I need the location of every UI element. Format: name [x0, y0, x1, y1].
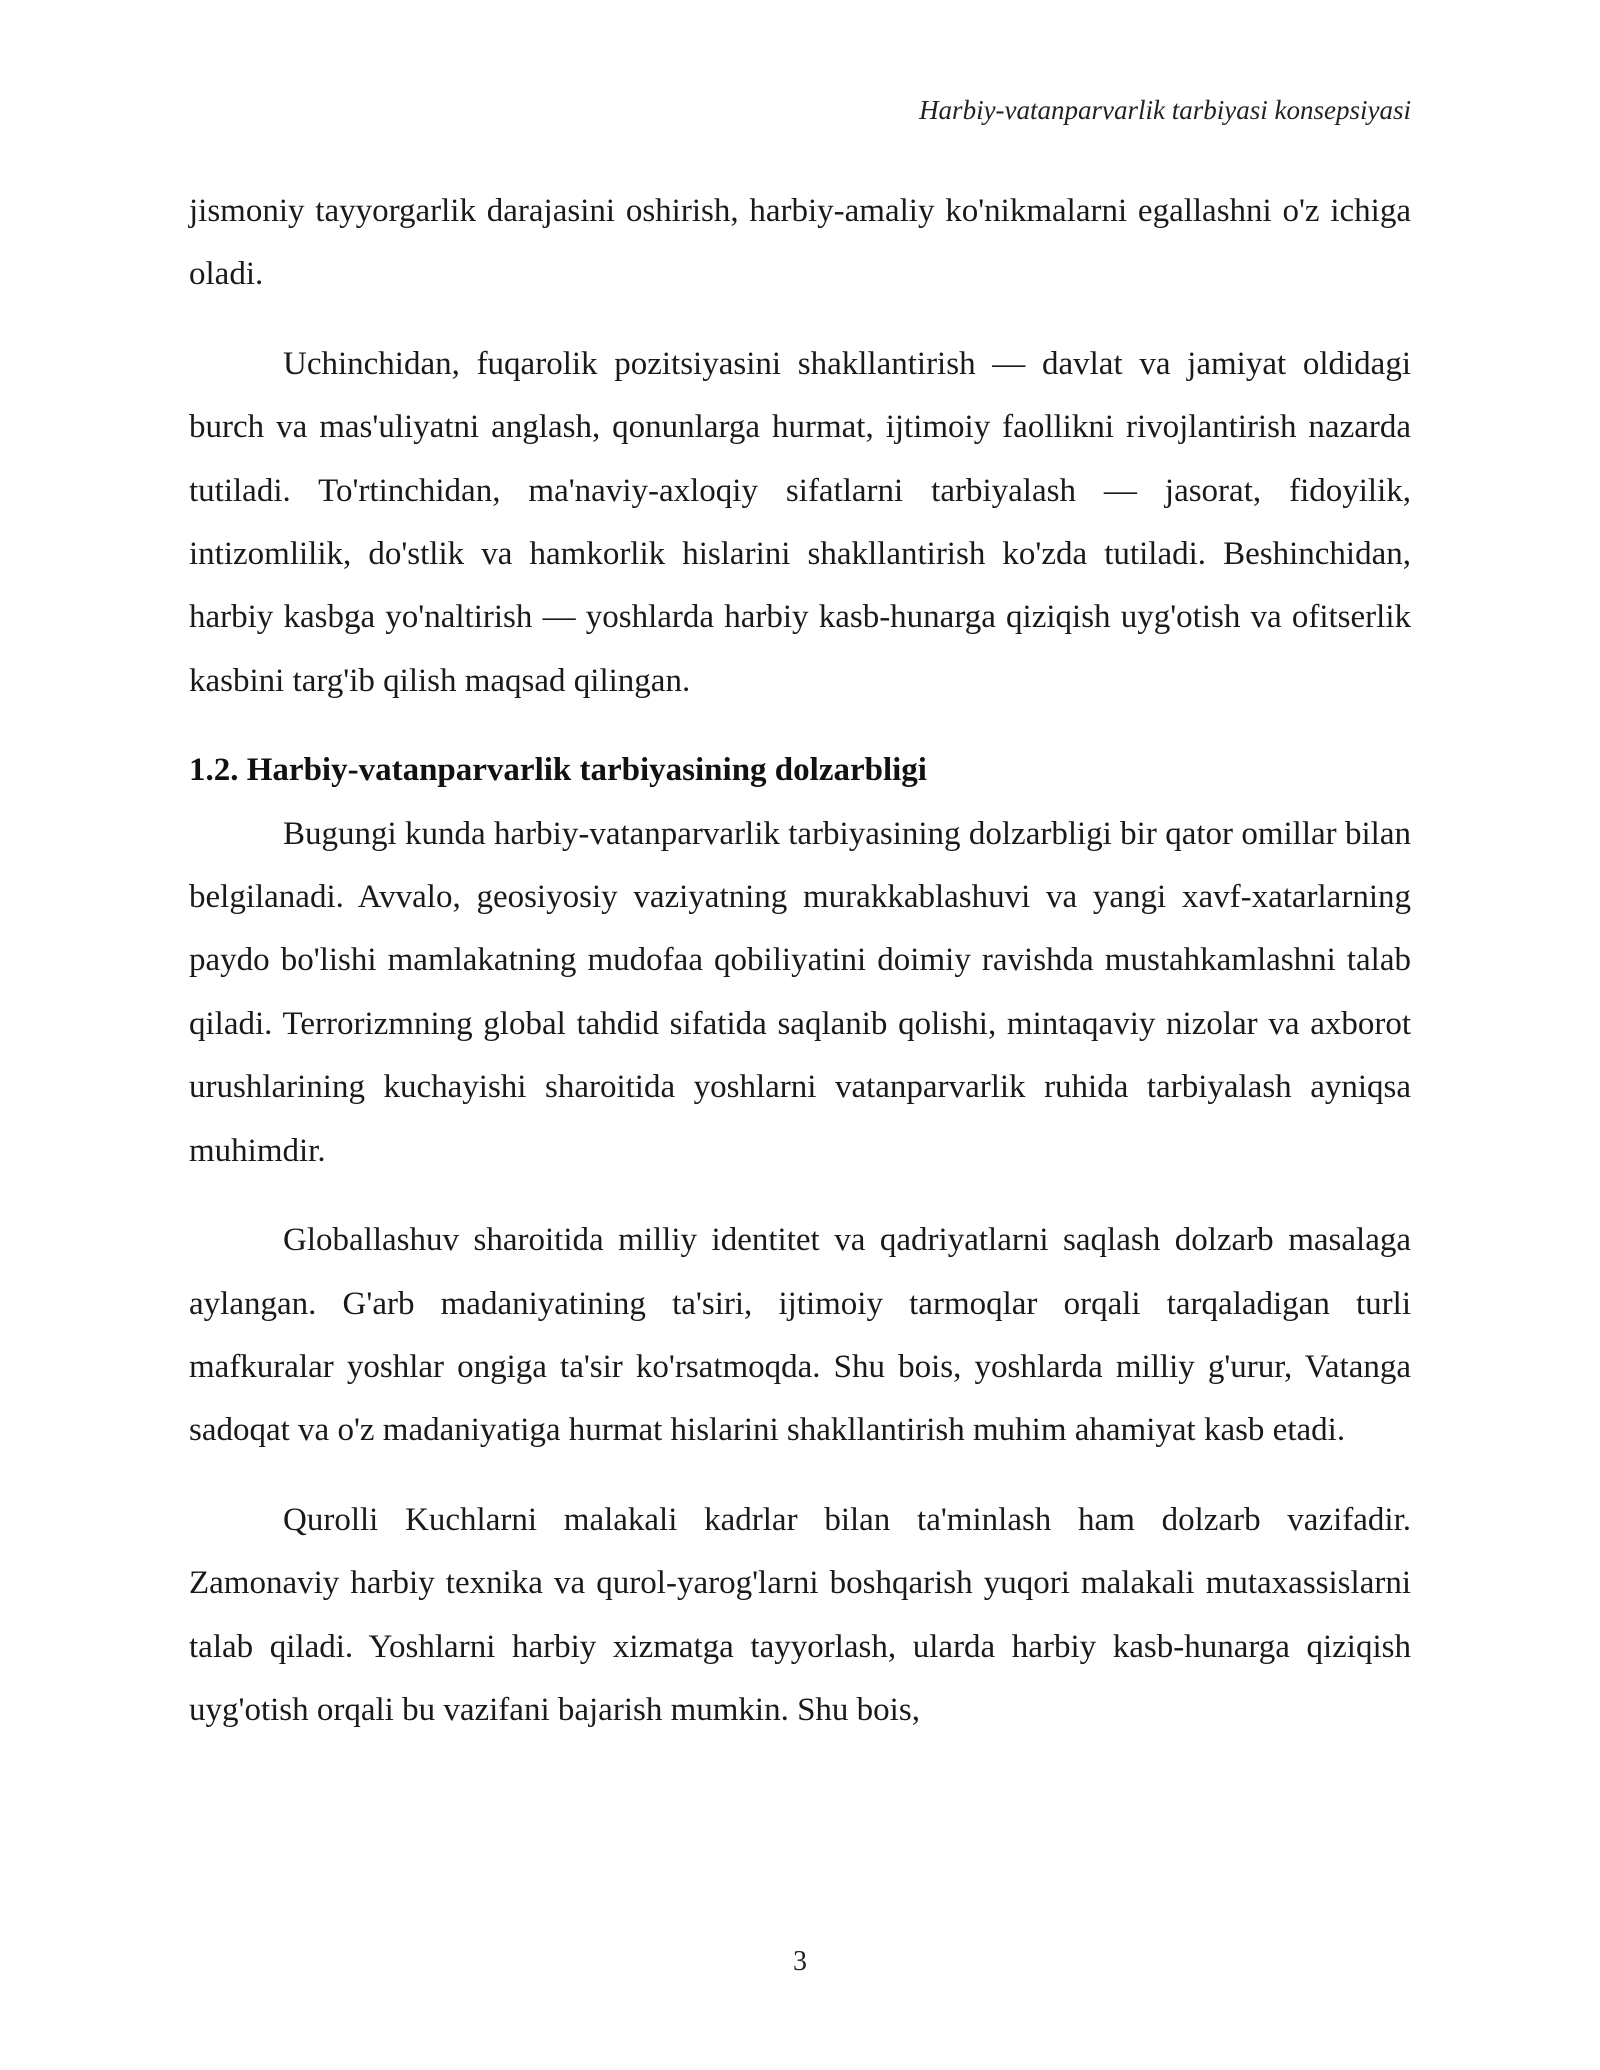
- running-header-title: Harbiy-vatanparvarlik tarbiyasi konsepsiyasi: [919, 95, 1411, 125]
- page-body: [189, 180, 1411, 1742]
- paragraph-armed-forces: Qurolli Kuchlarni malakali kadrlar bilan ta'minlash ham dolzarb vazifadir. Zamonaviy harbiy texnika va qurol-yarog'larni boshqarish yuqori malakali mutaxassislarni talab qiladi. Yoshlarni harbiy xizmatga tayyorlash, ularda harbiy kasb-hunarga qiziqish uyg'otish orqali bu vazifani bajarish mumkin. Shu bois,: [189, 1501, 1411, 1728]
- paragraph-relevance: Bugungi kunda harbiy-vatanparvarlik tarbiyasining dolzarbligi bir qator omillar bilan belgilanadi. Avvalo, geosiyosiy vaziyatning murakkablashuvi va yangi xavf-xatarlarning paydo bo'lishi mamlakatning mudofaa qobiliyatini doimiy ravishda mustahkamlashni talab qiladi. Terrorizmning global tahdid sifatida saqlanib qolishi, mintaqaviy nizolar va axborot urushlarining kuchayishi sharoitida yoshlarni vatanparvarlik ruhida tarbiyalash ayniqsa muhimdir.: [189, 815, 1411, 1169]
- page-number: 3: [793, 1946, 807, 1977]
- paragraph-goals: Uchinchidan, fuqarolik pozitsiyasini shakllantirish — davlat va jamiyat oldidagi burch va mas'uliyatni anglash, qonunlarga hurmat, ijtimoiy faollikni rivojlantirish nazarda tutiladi. To'rtinchidan, ma'naviy-axloqiy sifatlarni tarbiyalash — jasorat, fidoyilik, intizomlilik, do'stlik va hamkorlik hislarini shakllantirish ko'zda tutiladi. Beshinchidan, harbiy kasbga yo'naltirish — yoshlarda harbiy kasb-hunarga qiziqish uyg'otish va ofitserlik kasbini targ'ib qilish maqsad qilingan.: [189, 345, 1411, 699]
- paragraph-globalization: Globallashuv sharoitida milliy identitet va qadriyatlarni saqlash dolzarb masalaga aylangan. G'arb madaniyatining ta'siri, ijtimoiy tarmoqlar orqali tarqaladigan turli mafkuralar yoshlar ongiga ta'sir ko'rsatmoqda. Shu bois, yoshlarda milliy g'urur, Vatanga sadoqat va o'z madaniyatiga hurmat hislarini shakllantirish muhim ahamiyat kasb etadi.: [189, 1222, 1411, 1449]
- paragraph-continuation: jismoniy tayyorgarlik darajasini oshirish, harbiy-amaliy ko'nikmalarni egallashni o'z ichiga oladi.: [189, 193, 1411, 293]
- section-heading: 1.2. Harbiy-vatanparvarlik tarbiyasining dolzarbligi: [189, 752, 927, 789]
